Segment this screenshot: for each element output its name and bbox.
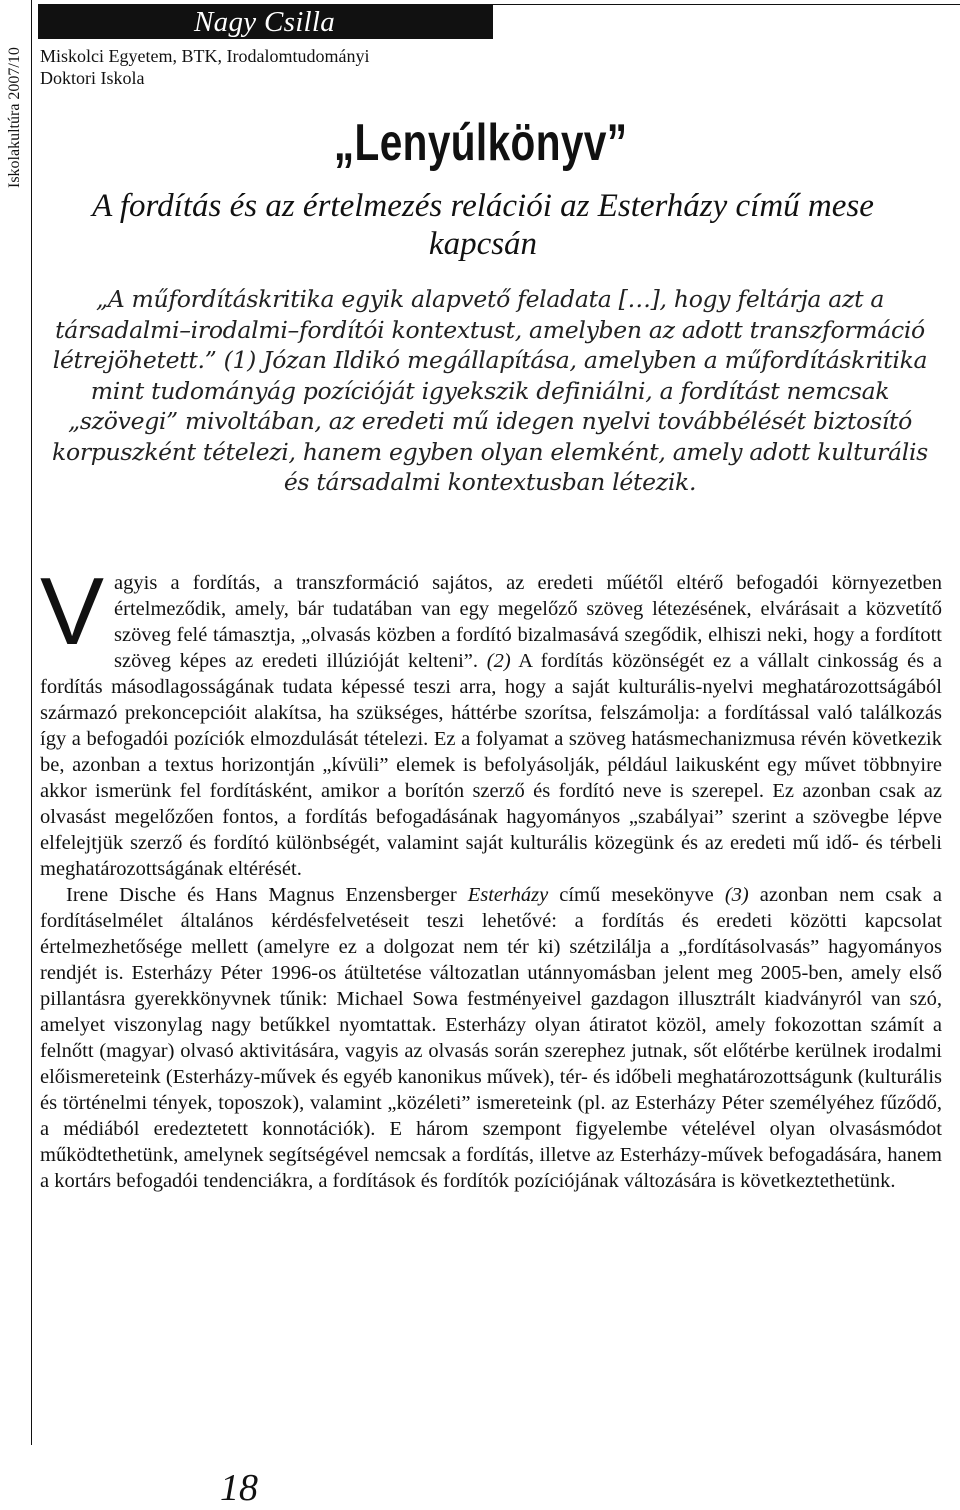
author-bar (38, 4, 493, 39)
side-rule (31, 0, 32, 1445)
paragraph-1-text-a: agyis a fordítás, a transzformáció sajátos, az eredeti műétől eltérő befogadói környezetben értelmeződik, amely, bár tudatában van egy megelőző szöveg létezésének, elvárásait a közvetítő szöveg felé támasztja, „olvasás közben a fordító bizalmasává szegődik, elhiszi neki, hogy a fordított szöveg képes az eredeti illúzióját kelteni”. (114, 572, 942, 672)
page-number: 18 (220, 1467, 258, 1509)
footnote-ref-3: (3) (724, 884, 749, 906)
top-rule (493, 4, 960, 5)
article-title: „Lenyúlkönyv” (333, 114, 628, 172)
footnote-ref-2: (2) (486, 650, 511, 672)
paragraph-1-text-b: A fordítás közönségét ez a vállalt cinkosság és a fordítás másodlagosságának tudata képessé teszi arra, hogy a saját kulturális-nyelvi meghatározottságából származó prekoncepcióit alakítsa, ha szükséges, háttérbe szorítsa, felszámolja: a fordítással való találkozás így a befogadói pozíciók elmozdulását tételezi. Ez a folyamat a szöveg hatásmechanizmusa révén következik be, azonban a textus horizontján „kívüli” elemek is befolyásolják, például laikusként egy művet többnyire akkor ismerünk fel fordításként, amikor a borítón szerző és fordító neve is szerepel. Ez azonban csak az olvasást megelőzően fontos, a fordítás befogadásának hagyományos „szabályai” szerint a szövegbe lépve elfelejtjük szerző és fordító különbségét, valamint saját kulturális közegünk és az eredeti mű idő- és térbeli meghatározottságának eltérését. (40, 650, 942, 880)
author-name: Nagy Csilla (194, 6, 336, 38)
book-title: Esterházy (467, 884, 549, 906)
paragraph-2-text-c: azonban nem csak a fordításelmélet általános kérdésfelvetéseit teszi lehetővé: a fordítás és eredeti közötti kapcsolat értelmezhetősége mellett (amelyre ez a dolgozat nem tér ki) szétzilálja a „fordításolvasás” hagyományos rendjét is. Esterházy Péter 1996-os átültetése változatlan utánnyomásban jelent meg 2005-ben, amely első pillantásra gyerekkönyvnek tűnik: Michael Sowa festményeivel gazdagon illusztrált kiadványról van szó, amelyet viszonylag nagy betűkkel nyomtattak. Esterházy olyan átiratot közöl, amely fokozottan számít a felnőtt (magyar) olvasó aktivitására, vagyis az olvasás során szerephez jutnak, sőt előtérbe kerülnek irodalmi előismereteink (Esterházy-művek és egyéb kanonikus művek), tér- és időbeli meghatározottságunk (kulturális és történelmi tények, toposzok), valamint „közéleti” ismereteink (pl. az Esterházy Péter személyéhez fűződő, a médiából eredeztetett konnotációk). E három szempont figyelembe vételével olyan olvasásmódot működtethetünk, amelynek segítségével nemcsak a fordítás, illetve az Esterházy-művek befogadására, hanem a kortárs befogadói tendenciákra, a fordítások és fordítók pozíciójának változására is következtethetünk. (40, 884, 943, 1192)
journal-side-label (2, 2, 28, 192)
paragraph-2 (40, 882, 942, 1194)
epigraph: „A műfordításkritika egyik alapvető feladata […], hogy feltárja azt a társadalmi–irodalmi–fordítói kontextust, amelyben az adott transzformáció létrejöhetett.” (1) Józan Ildikó megállapítása, amelyben a műfordításkritika mint tudományág pozícióját igyekszik definiálni, a fordítást nemcsak „szövegi” mivoltában, az eredeti mű idegen nyelvi továbbélését biztosító korpuszként tételezi, hanem egyben olyan elemként, amely adott kulturális és társadalmi kontextusban létezik. (52, 285, 928, 496)
paragraph-2-text-a: Irene Dische és Hans Magnus Enzensberger (66, 884, 468, 906)
paragraph-2-text-b: című mesekönyve (548, 884, 725, 906)
paragraph-1 (40, 558, 942, 882)
article-body (40, 558, 943, 1194)
article-subtitle: A fordítás és az értelmezés relációi az Esterházy című mese kapcsán (92, 188, 874, 262)
journal-label-text: Iskolakultúra 2007/10 (6, 47, 23, 188)
affiliation (40, 45, 369, 89)
drop-cap: V (40, 558, 105, 665)
affiliation-line-2: Doktori Iskola (40, 68, 145, 88)
affiliation-line-1: Miskolci Egyetem, BTK, Irodalomtudományi (40, 46, 370, 66)
